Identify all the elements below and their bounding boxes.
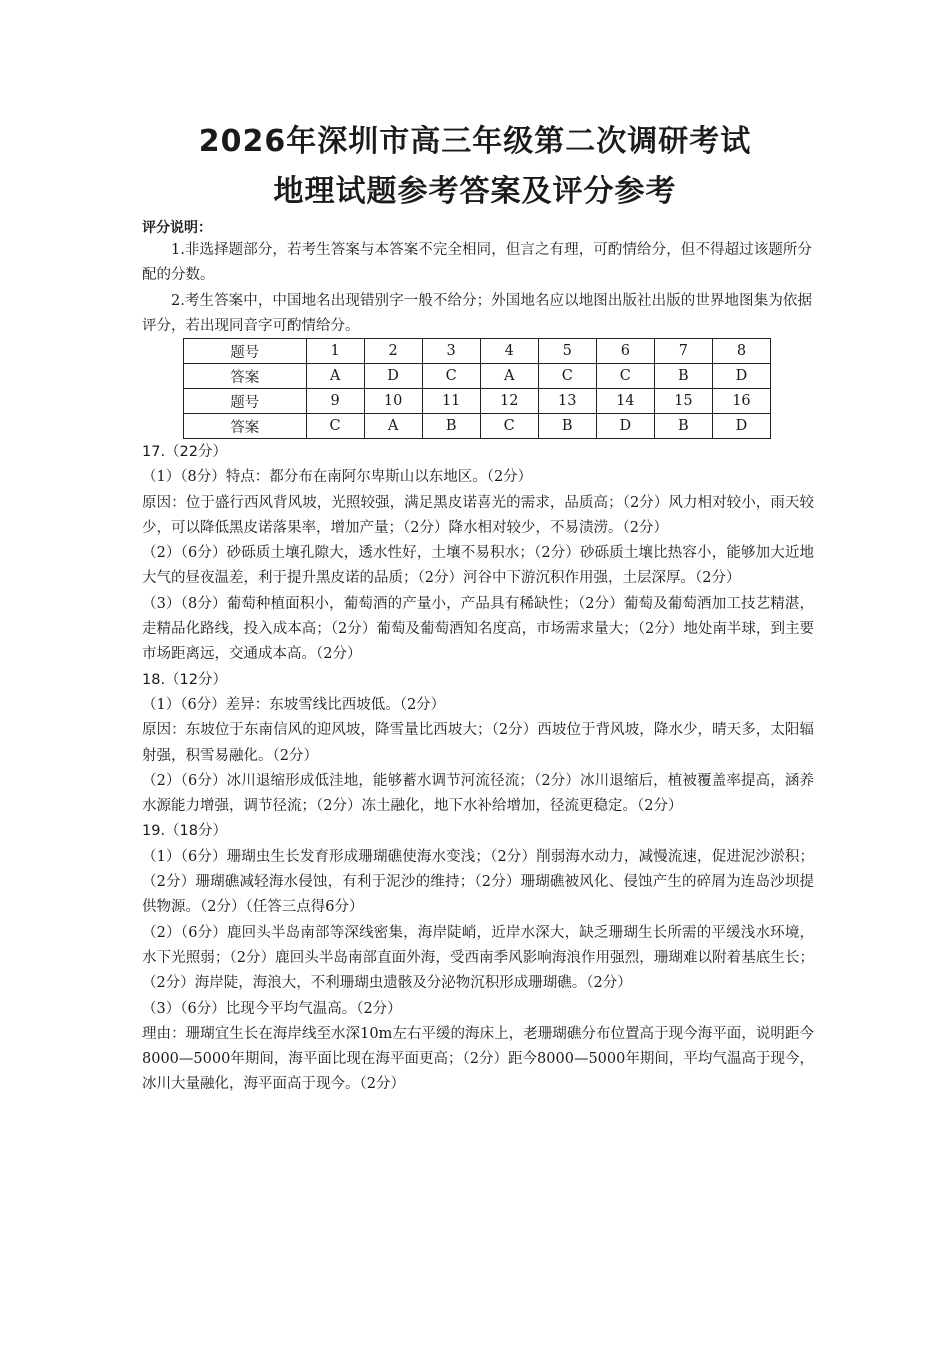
answer-table-cell: D	[712, 364, 770, 389]
answer-18-1: （1）（6分）差异：东坡雪线比西坡低。（2分）	[142, 696, 446, 713]
answer-table-row	[184, 364, 771, 389]
answer-table-row	[184, 339, 771, 364]
question-18-heading: 18.（12分）	[142, 671, 228, 688]
answer-17-1: （1）（8分）特点：都分布在南阿尔卑斯山以东地区。（2分）	[142, 469, 533, 486]
answer-table-cell: A	[306, 364, 364, 389]
answer-17-1-reason: 原因：位于盛行西风背风坡，光照较强，满足黑皮诺喜光的需求，品质高；（2分）风力相对较小，雨天较少，可以降低黑皮诺落果率，增加产量；（2分）降水相对较少，不易渍涝。（2分）	[142, 494, 814, 536]
document-subtitle: 地理试题参考答案及评分参考	[273, 174, 677, 209]
document-title: 2026年深圳市高三年级第二次调研考试	[198, 124, 752, 159]
multiple-choice-answer-table	[183, 338, 771, 439]
answer-table-cell: 13	[538, 389, 596, 414]
question-17-heading: 17.（22分）	[142, 444, 228, 460]
answer-table-row-label: 题号	[184, 339, 307, 364]
answer-19-2: （2）（6分）鹿回头半岛南部等深线密集，海岸陡峭，近岸水深大，缺乏珊瑚生长所需的平缓浅水环境，水下光照弱；（2分）鹿回头半岛南部直面外海，受西南季风影响海浪作用强烈，珊瑚难以附着基底生长；（2分）海岸陡，海浪大，不利珊瑚虫遗骸及分泌物沉积形成珊瑚礁。（2分）	[142, 924, 814, 992]
answer-17-3: （3）（8分）葡萄种植面积小，葡萄酒的产量小，产品具有稀缺性；（2分）葡萄及葡萄酒加工技艺精湛，走精品化路线，投入成本高；（2分）葡萄及葡萄酒知名度高，市场需求量大；（2分）地处南半球，到主要市场距离远，交通成本高。（2分）	[142, 595, 814, 663]
answer-table-cell: B	[654, 364, 712, 389]
answer-body	[142, 440, 814, 1098]
answer-table-row-label: 答案	[184, 414, 307, 439]
answer-18-1-reason: 原因：东坡位于东南信风的迎风坡，降雪量比西坡大；（2分）西坡位于背风坡，降水少，晴天多，太阳辐射强，积雪易融化。（2分）	[142, 722, 814, 764]
answer-table-cell: 16	[712, 389, 770, 414]
answer-table-cell: 7	[654, 339, 712, 364]
scoring-note-1: 1.非选择题部分，若考生答案与本答案不完全相同，但言之有理，可酌情给分，但不得超过该题所分配的分数。	[142, 242, 812, 283]
answer-table-cell: 8	[712, 339, 770, 364]
answer-table-cell: D	[712, 414, 770, 439]
answer-table-cell: A	[480, 364, 538, 389]
answer-table-cell: 9	[306, 389, 364, 414]
answer-table-cell: C	[480, 414, 538, 439]
answer-18-2: （2）（6分）冰川退缩形成低洼地，能够蓄水调节河流径流；（2分）冰川退缩后，植被覆盖率提高，涵养水源能力增强，调节径流；（2分）冻土融化，地下水补给增加，径流更稳定。（2分）	[142, 772, 814, 815]
answer-19-1: （1）（6分）珊瑚虫生长发育形成珊瑚礁使海水变浅；（2分）削弱海水动力，减慢流速，促进泥沙淤积；（2分）珊瑚礁减轻海水侵蚀，有利于泥沙的维持；（2分）珊瑚礁被风化、侵蚀产生的碎屑为连岛沙坝提供物源。（2分）（任答三点得6分）	[142, 848, 814, 916]
answer-table-cell: B	[654, 414, 712, 439]
answer-17-2: （2）（6分）砂砾质土壤孔隙大，透水性好，土壤不易积水；（2分）砂砾质土壤比热容小，能够加大近地大气的昼夜温差，利于提升黑皮诺的品质；（2分）河谷中下游沉积作用强，土层深厚。（2分）	[142, 545, 814, 587]
answer-table-row	[184, 389, 771, 414]
answer-table-cell: A	[364, 414, 422, 439]
answer-table-cell: D	[596, 414, 654, 439]
answer-table-cell: C	[306, 414, 364, 439]
answer-19-3: （3）（6分）比现今平均气温高。（2分）	[142, 1000, 402, 1017]
answer-table-cell: 15	[654, 389, 712, 414]
scoring-notes-heading: 评分说明：	[142, 220, 212, 236]
answer-table-cell: C	[538, 364, 596, 389]
answer-table-cell: 3	[422, 339, 480, 364]
answer-table-cell: B	[538, 414, 596, 439]
answer-table-cell: 1	[306, 339, 364, 364]
answer-table-row	[184, 414, 771, 439]
answer-table-cell: 6	[596, 339, 654, 364]
answer-table-cell: 2	[364, 339, 422, 364]
question-19-heading: 19.（18分）	[142, 823, 228, 840]
answer-table-cell: C	[422, 364, 480, 389]
answer-table-cell: 14	[596, 389, 654, 414]
answer-table-cell: 11	[422, 389, 480, 414]
answer-table-cell: D	[364, 364, 422, 389]
answer-table-cell: C	[596, 364, 654, 389]
answer-table-cell: 12	[480, 389, 538, 414]
answer-table-cell: 4	[480, 339, 538, 364]
answer-table-cell: 5	[538, 339, 596, 364]
answer-19-3-reason: 理由：珊瑚宜生长在海岸线至水深10m左右平缓的海床上，老珊瑚礁分布位置高于现今海平面，说明距今8000—5000年期间，海平面比现在海平面更高；（2分）距今8000—5000年期间，平均气温高于现今，冰川大量融化，海平面高于现今。（2分）	[142, 1025, 814, 1093]
answer-table-row-label: 题号	[184, 389, 307, 414]
answer-table-cell: B	[422, 414, 480, 439]
answer-table-cell: 10	[364, 389, 422, 414]
answer-table-row-label: 答案	[184, 364, 307, 389]
scoring-note-2: 2.考生答案中，中国地名出现错别字一般不给分；外国地名应以地图出版社出版的世界地图集为依据评分，若出现同音字可酌情给分。	[142, 293, 812, 334]
